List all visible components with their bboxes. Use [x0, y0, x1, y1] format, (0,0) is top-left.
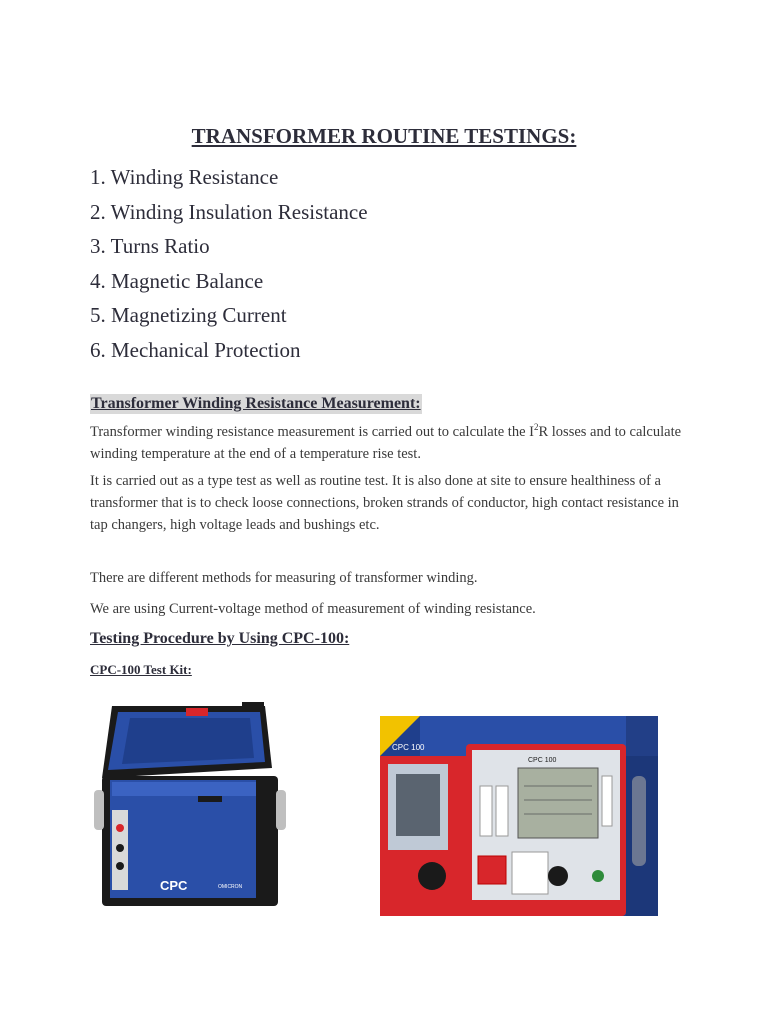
- procedure-heading: Testing Procedure by Using CPC-100:: [90, 630, 350, 647]
- superscript: 2: [533, 422, 539, 432]
- paragraph-method-used: We are using Current-voltage method of measurement of winding resistance.: [90, 601, 536, 617]
- list-item: 1. Winding Resistance: [90, 165, 279, 189]
- paragraph-text: R losses and to calculate winding temperature at the end of a temperature rise test.: [90, 423, 682, 462]
- list-item: 5. Magnetizing Current: [90, 303, 287, 327]
- paragraph-text: Transformer winding resistance measurement is carried out to calculate the I: [90, 423, 534, 440]
- panel-label: CPC 100: [528, 757, 557, 764]
- list-item: 2. Winding Insulation Resistance: [90, 199, 368, 224]
- list-item: 4. Magnetic Balance: [90, 268, 264, 293]
- list-item: 3. Turns Ratio: [90, 234, 210, 258]
- svg-text:OMICRON: OMICRON: [218, 884, 243, 890]
- paragraph-type-test: It is carried out as a type test as well as routine test. It is also done at site to ensure healthiness of a transformer that is to check loose connections, broken strands of conductor, high contact resistance in tap changers, high voltage leads and bushings etc.: [90, 473, 679, 533]
- kit-heading: CPC-100 Test Kit:: [90, 662, 192, 677]
- side-label: CPC 100: [392, 743, 425, 752]
- paragraph-methods: There are different methods for measuring of transformer winding.: [90, 570, 478, 586]
- list-item: 6. Mechanical Protection: [90, 337, 301, 362]
- page-title: TRANSFORMER ROUTINE TESTINGS:: [191, 124, 577, 148]
- paragraph-intro: [90, 416, 690, 465]
- cpc-kit-photo: [90, 698, 290, 918]
- cpc-panel-photo: [380, 716, 658, 916]
- section-heading: Transformer Winding Resistance Measurement:: [91, 395, 421, 412]
- kit-label: CPC: [160, 878, 188, 893]
- routine-test-list: [90, 160, 368, 367]
